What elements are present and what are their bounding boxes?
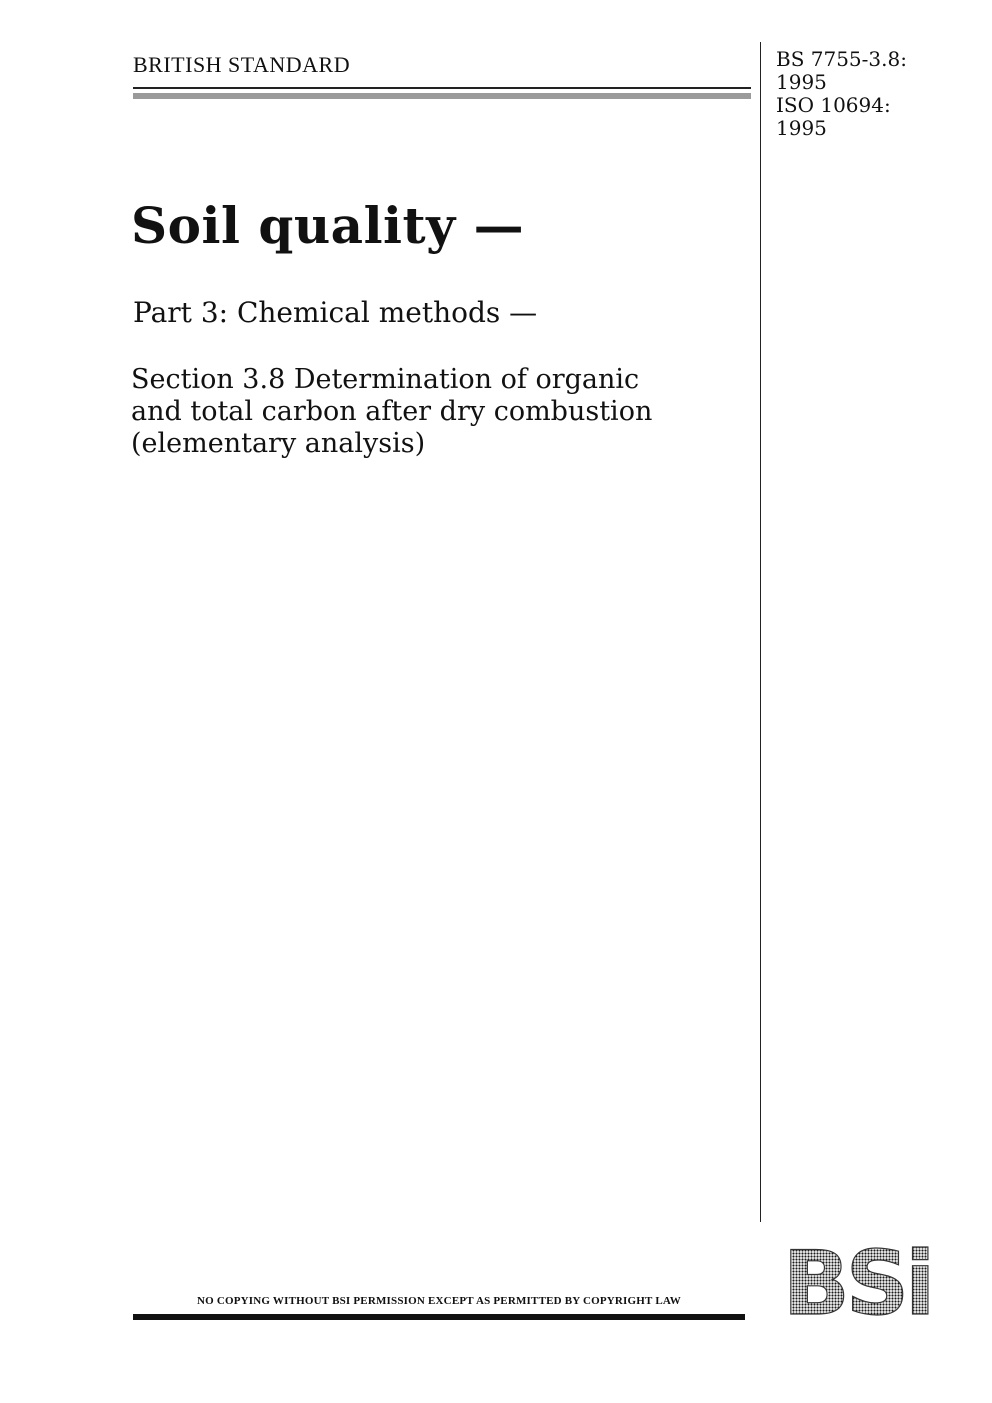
header-rule-thin <box>133 87 751 89</box>
bsi-logo-text: BSi <box>782 1240 932 1322</box>
section-title-line: (elementary analysis) <box>131 428 426 459</box>
standard-numbers <box>776 48 907 140</box>
footer-rule <box>133 1314 745 1320</box>
iso-year: 1995 <box>776 116 827 140</box>
copyright-notice: NO COPYING WITHOUT BSI PERMISSION EXCEPT AS PERMITTED BY COPYRIGHT LAW <box>196 1295 682 1307</box>
header-label: BRITISH STANDARD <box>133 52 351 77</box>
header-rule-grey <box>133 93 751 99</box>
main-title: Soil quality — <box>131 196 525 255</box>
vertical-divider <box>760 42 761 1222</box>
iso-number: ISO 10694: <box>776 93 891 117</box>
part-title: Part 3: Chemical methods — <box>133 296 538 329</box>
section-title <box>131 364 741 460</box>
bsi-logo <box>768 1240 946 1322</box>
section-title-line: Section 3.8 Determination of organic <box>131 364 640 395</box>
bs-number: BS 7755-3.8: <box>776 47 907 71</box>
bs-year: 1995 <box>776 70 827 94</box>
section-title-line: and total carbon after dry combustion <box>131 396 653 427</box>
